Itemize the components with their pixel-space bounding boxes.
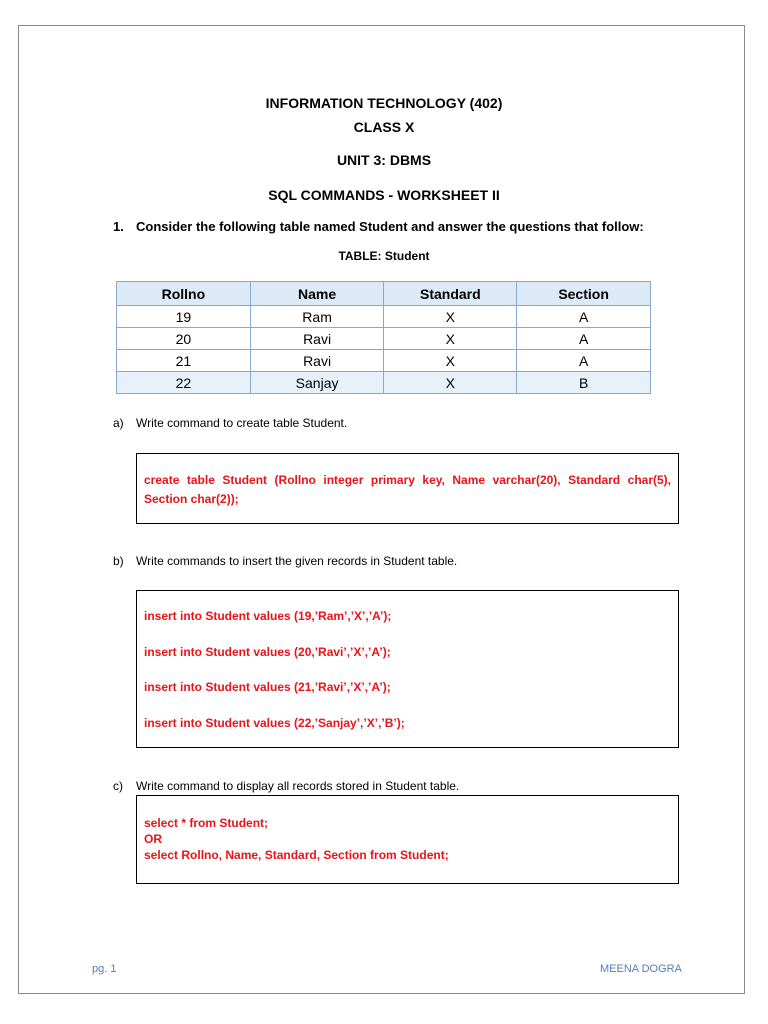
table-header-row <box>117 282 651 306</box>
worksheet-title: SQL COMMANDS - WORKSHEET II <box>268 187 500 203</box>
table-cell: B <box>517 372 651 394</box>
question-b <box>113 554 457 568</box>
question-c-text: Write command to display all records stored in Student table. <box>136 779 460 793</box>
student-table <box>116 281 651 394</box>
column-header: Section <box>517 282 651 306</box>
table-cell: Ram <box>250 306 384 328</box>
answer-b-line: insert into Student values (22,’Sanjay’,’X’,’B’); <box>144 715 405 730</box>
page-number: pg. 1 <box>92 963 117 975</box>
table-cell: A <box>517 350 651 372</box>
table-row <box>117 372 651 394</box>
table-row <box>117 350 651 372</box>
answer-c-line: select * from Student; <box>144 816 269 830</box>
table-caption: TABLE: Student <box>338 249 430 263</box>
answer-c-line: select Rollno, Name, Standard, Section from Student; <box>144 848 449 862</box>
question-b-text: Write commands to insert the given records in Student table. <box>136 554 458 568</box>
answer-c-line: OR <box>144 832 162 846</box>
question-b-label: b) <box>113 554 124 568</box>
class-title: CLASS X <box>353 119 415 135</box>
answer-b-line: insert into Student values (21,’Ravi’,’X’,’A’); <box>144 680 391 694</box>
unit-title: UNIT 3: DBMS <box>336 152 432 168</box>
table-cell: X <box>384 350 517 372</box>
answer-a-box <box>136 453 679 524</box>
table-cell: X <box>384 306 517 328</box>
question-c <box>113 779 459 793</box>
question-a <box>113 416 347 430</box>
table-cell: Ravi <box>250 328 384 350</box>
subject-title: INFORMATION TECHNOLOGY (402) <box>265 95 503 111</box>
question-c-label: c) <box>113 779 123 793</box>
table-cell: A <box>517 328 651 350</box>
table-row <box>117 306 651 328</box>
column-header: Rollno <box>117 282 251 306</box>
question-a-label: a) <box>113 416 124 430</box>
column-header: Standard <box>384 282 517 306</box>
table-row <box>117 328 651 350</box>
table-cell: Sanjay <box>250 372 384 394</box>
column-header: Name <box>250 282 384 306</box>
table-cell: 22 <box>117 372 251 394</box>
answer-a-text: create table Student (Rollno integer primary key, Name varchar(20), Standard char(5), Section char(2)); <box>144 473 671 506</box>
answer-b-box <box>136 590 679 748</box>
answer-c-box <box>136 795 679 884</box>
table-cell: X <box>384 372 517 394</box>
table-cell: 19 <box>117 306 251 328</box>
table-cell: Ravi <box>250 350 384 372</box>
answer-b-line: insert into Student values (19,’Ram’,’X’,’A’); <box>144 609 392 623</box>
question-1 <box>113 219 644 234</box>
table-cell: 20 <box>117 328 251 350</box>
table-cell: A <box>517 306 651 328</box>
question-1-text: Consider the following table named Student and answer the questions that follow: <box>136 219 644 234</box>
question-1-number: 1. <box>113 219 124 234</box>
table-cell: 21 <box>117 350 251 372</box>
table-cell: X <box>384 328 517 350</box>
author-name: MEENA DOGRA <box>600 963 682 975</box>
question-a-text: Write command to create table Student. <box>136 416 348 430</box>
answer-b-line: insert into Student values (20,’Ravi’,’X’,’A’); <box>144 644 391 659</box>
